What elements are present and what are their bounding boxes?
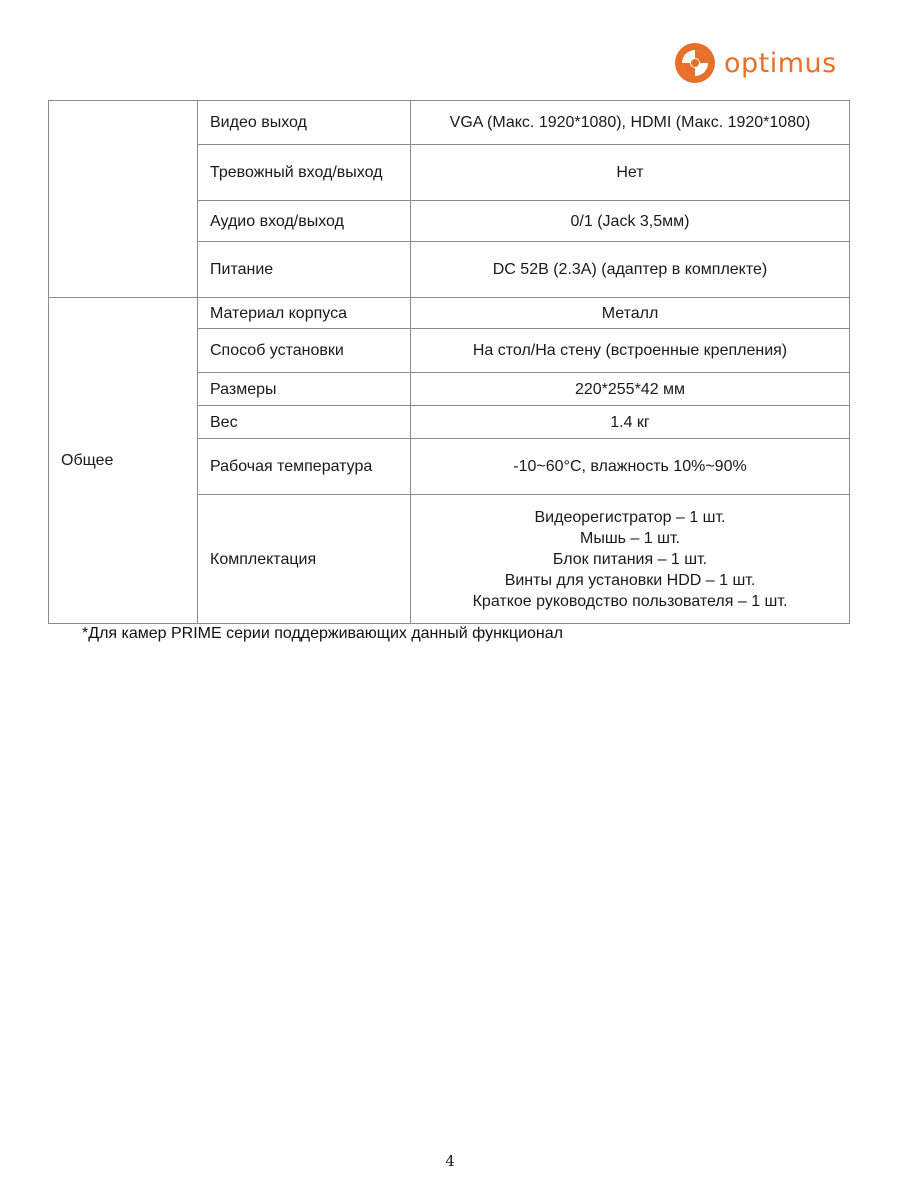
param-cell: Аудио вход/выход bbox=[198, 201, 411, 242]
value-cell: 1.4 кг bbox=[411, 406, 850, 439]
param-cell: Комплектация bbox=[198, 495, 411, 624]
value-cell-multiline bbox=[411, 495, 850, 624]
table-row bbox=[49, 101, 850, 145]
value-cell: VGA (Макс. 1920*1080), HDMI (Макс. 1920*1080) bbox=[411, 101, 850, 145]
value-cell: 0/1 (Jack 3,5мм) bbox=[411, 201, 850, 242]
optimus-logo-icon bbox=[674, 42, 716, 84]
param-cell: Размеры bbox=[198, 373, 411, 406]
optimus-logo bbox=[674, 42, 837, 84]
value-cell: Металл bbox=[411, 298, 850, 329]
page-number: 4 bbox=[445, 1152, 455, 1170]
param-cell: Питание bbox=[198, 242, 411, 298]
value-cell: DC 52В (2.3А) (адаптер в комплекте) bbox=[411, 242, 850, 298]
spec-table bbox=[48, 100, 850, 624]
kit-item: Краткое руководство пользователя – 1 шт. bbox=[472, 592, 788, 610]
group-cell-top bbox=[49, 101, 198, 298]
kit-item: Видеорегистратор – 1 шт. bbox=[534, 508, 726, 526]
logo-text: optimus bbox=[724, 47, 837, 79]
value-cell: На стол/На стену (встроенные крепления) bbox=[411, 329, 850, 373]
value-cell: 220*255*42 мм bbox=[411, 373, 850, 406]
kit-item: Винты для установки HDD – 1 шт. bbox=[504, 571, 756, 589]
param-cell: Вес bbox=[198, 406, 411, 439]
param-cell: Рабочая температура bbox=[198, 439, 411, 495]
param-cell: Способ установки bbox=[198, 329, 411, 373]
param-cell: Материал корпуса bbox=[198, 298, 411, 329]
kit-item: Блок питания – 1 шт. bbox=[552, 550, 708, 568]
footnote: *Для камер PRIME серии поддерживающих данный функционал bbox=[82, 625, 563, 642]
kit-item: Мышь – 1 шт. bbox=[580, 529, 680, 547]
group-cell-general: Общее bbox=[49, 298, 198, 624]
value-cell: -10~60°С, влажность 10%~90% bbox=[411, 439, 850, 495]
value-cell: Нет bbox=[411, 145, 850, 201]
param-cell: Видео выход bbox=[198, 101, 411, 145]
table-row bbox=[49, 298, 850, 329]
param-cell: Тревожный вход/выход bbox=[198, 145, 411, 201]
